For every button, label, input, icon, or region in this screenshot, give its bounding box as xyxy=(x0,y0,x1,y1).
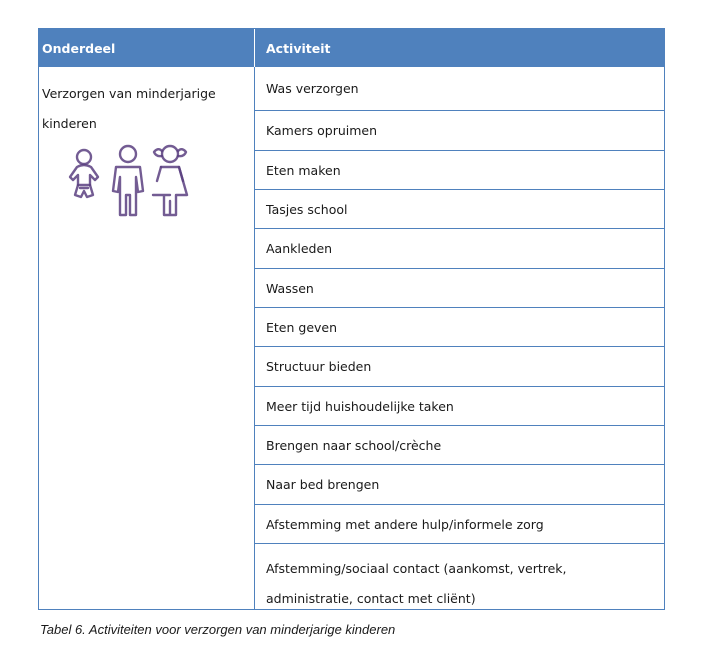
table-row: Wassen xyxy=(255,269,664,308)
table-caption: Tabel 6. Activiteiten voor verzorgen van minderjarige kinderen xyxy=(40,622,396,637)
section-label: Verzorgen van minderjarige kinderen xyxy=(42,86,216,131)
table-row: Afstemming/sociaal contact (aankomst, vertrek, administratie, contact met cliënt) xyxy=(266,561,567,606)
table-row: Was verzorgen xyxy=(255,67,664,111)
activities-column xyxy=(255,67,664,609)
table-row: Tasjes school xyxy=(255,190,664,229)
table-row: Structuur bieden xyxy=(255,347,664,387)
header-onderdeel: Onderdeel xyxy=(39,29,255,67)
table-row: Eten maken xyxy=(255,151,664,190)
table-row: Meer tijd huishoudelijke taken xyxy=(255,387,664,426)
table-header xyxy=(39,29,664,67)
baby-and-children-icon xyxy=(56,143,250,230)
table-row: Kamers opruimen xyxy=(255,111,664,151)
header-activiteit: Activiteit xyxy=(266,40,331,56)
table-row: Afstemming met andere hulp/informele zorg xyxy=(255,505,664,544)
table-row: Naar bed brengen xyxy=(255,465,664,505)
table-body xyxy=(39,67,664,609)
activities-table xyxy=(38,28,665,610)
table-row: Aankleden xyxy=(255,229,664,269)
section-cell xyxy=(39,67,255,609)
table-row: Eten geven xyxy=(255,308,664,347)
table-row: Brengen naar school/crèche xyxy=(255,426,664,465)
